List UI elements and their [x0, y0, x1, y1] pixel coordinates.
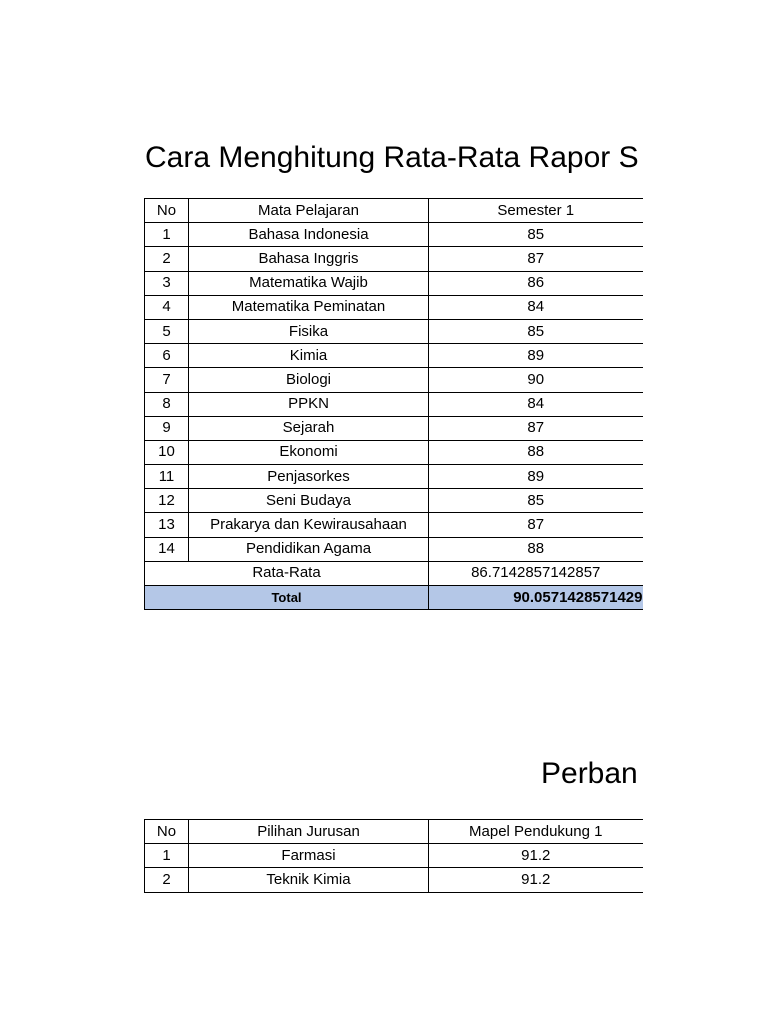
table-row [145, 513, 643, 537]
table-row [145, 416, 643, 440]
table-cell: 2 [145, 868, 189, 892]
table-cell: Farmasi [189, 844, 429, 868]
table-cell: 87 [429, 513, 643, 537]
table-row [145, 537, 643, 561]
table-cell: Penjasorkes [189, 465, 429, 489]
table-cell: Sejarah [189, 416, 429, 440]
majors-table-container [144, 819, 643, 893]
table-row [145, 295, 643, 319]
table-cell: 1 [145, 223, 189, 247]
table-cell: 89 [429, 465, 643, 489]
table-row [145, 247, 643, 271]
table-cell: 1 [145, 844, 189, 868]
table-cell: 12 [145, 489, 189, 513]
table-row [145, 465, 643, 489]
table-cell: 3 [145, 271, 189, 295]
table-cell: 10 [145, 440, 189, 464]
table-cell: Prakarya dan Kewirausahaan [189, 513, 429, 537]
header-mata-pelajaran: Mata Pelajaran [189, 199, 429, 223]
section-title-perbandingan: Perban [541, 757, 638, 790]
table-cell: 4 [145, 295, 189, 319]
majors-body [145, 844, 643, 892]
table-cell: Seni Budaya [189, 489, 429, 513]
header-pilihan-jurusan: Pilihan Jurusan [189, 820, 429, 844]
table-cell: 84 [429, 392, 643, 416]
grades-body [145, 223, 643, 562]
table-row [145, 271, 643, 295]
table-cell: 87 [429, 247, 643, 271]
table-cell: 91.2 [429, 868, 643, 892]
table-cell: Teknik Kimia [189, 868, 429, 892]
header-mapel-pendukung-1: Mapel Pendukung 1 [429, 820, 643, 844]
table-cell: 84 [429, 295, 643, 319]
average-value: 86.7142857142857 [429, 561, 643, 585]
table-row [145, 392, 643, 416]
grades-table [144, 198, 643, 610]
table-cell: Bahasa Inggris [189, 247, 429, 271]
table-cell: 13 [145, 513, 189, 537]
table-cell: 90 [429, 368, 643, 392]
table-cell: 88 [429, 537, 643, 561]
table-row [145, 844, 643, 868]
header-no: No [145, 199, 189, 223]
total-label: Total [145, 586, 429, 610]
table-row [145, 868, 643, 892]
table-cell: Matematika Peminatan [189, 295, 429, 319]
grades-table-container [144, 198, 643, 610]
table-cell: 2 [145, 247, 189, 271]
majors-table [144, 819, 643, 893]
table-cell: 5 [145, 319, 189, 343]
table-row [145, 368, 643, 392]
table-cell: 7 [145, 368, 189, 392]
average-label: Rata-Rata [145, 561, 429, 585]
table-cell: 91.2 [429, 844, 643, 868]
table-cell: Fisika [189, 319, 429, 343]
table-cell: 9 [145, 416, 189, 440]
table-cell: 14 [145, 537, 189, 561]
table-row [145, 489, 643, 513]
table-cell: Pendidikan Agama [189, 537, 429, 561]
grades-header-row [145, 199, 643, 223]
table-row [145, 223, 643, 247]
table-cell: Bahasa Indonesia [189, 223, 429, 247]
table-row [145, 344, 643, 368]
table-cell: 87 [429, 416, 643, 440]
table-cell: Ekonomi [189, 440, 429, 464]
page-title: Cara Menghitung Rata-Rata Rapor S [145, 141, 639, 174]
table-cell: 11 [145, 465, 189, 489]
table-cell: 8 [145, 392, 189, 416]
table-cell: 85 [429, 223, 643, 247]
table-cell: 85 [429, 319, 643, 343]
header-no: No [145, 820, 189, 844]
table-cell: Biologi [189, 368, 429, 392]
table-cell: 85 [429, 489, 643, 513]
table-cell: PPKN [189, 392, 429, 416]
majors-header-row [145, 820, 643, 844]
table-cell: 88 [429, 440, 643, 464]
total-value: 90.0571428571429 [429, 586, 643, 610]
table-cell: 86 [429, 271, 643, 295]
table-cell: Kimia [189, 344, 429, 368]
table-row [145, 319, 643, 343]
table-cell: 89 [429, 344, 643, 368]
table-cell: 6 [145, 344, 189, 368]
header-semester-1: Semester 1 [429, 199, 643, 223]
average-row [145, 561, 643, 585]
table-row [145, 440, 643, 464]
total-row [145, 586, 643, 610]
table-cell: Matematika Wajib [189, 271, 429, 295]
